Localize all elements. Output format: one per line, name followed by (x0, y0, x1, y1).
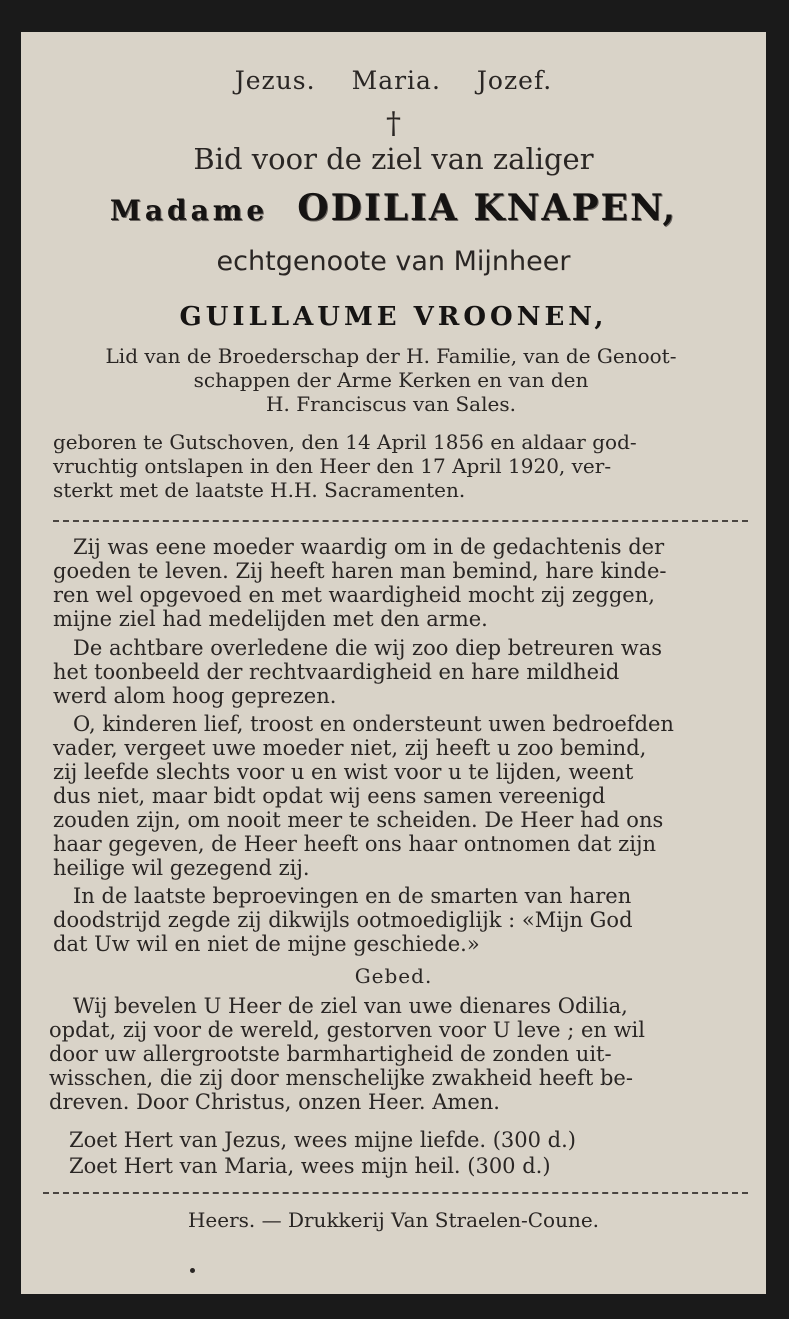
heading-word-maria: Maria. (351, 66, 441, 95)
body-line: In de laatste beproevingen en de smarten van haren (73, 884, 632, 908)
body-line: het toonbeeld der rechtvaardigheid en hare mildheid (53, 660, 620, 684)
membership-line: H. Franciscus van Sales. (266, 392, 516, 416)
deceased-fullname: ODILIA KNAPEN, (297, 187, 678, 229)
indulgence-line: Zoet Hert van Jezus, wees mijne liefde. (300 d.) (69, 1128, 576, 1152)
body-line: doodstrijd zegde zij dikwijls ootmoediglijk : «Mijn God (53, 908, 633, 932)
body-line: goeden te leven. Zij heeft haren man bemind, hare kinde- (53, 559, 667, 583)
relation-line: echtgenoote van Mijnheer (216, 246, 571, 277)
deceased-name (21, 187, 766, 229)
body-line: zouden zijn, om nooit meer te scheiden. De Heer had ons (53, 808, 664, 832)
membership-line: schappen der Arme Kerken en van den (193, 368, 589, 392)
divider (43, 1192, 748, 1194)
prayer-title: Gebed. (354, 964, 433, 988)
body-line: O, kinderen lief, troost en ondersteunt uwen bedroefden (73, 712, 674, 736)
prayer-line: door uw allergrootste barmhartigheid de zonden uit- (49, 1042, 612, 1066)
cross-icon: † (386, 106, 401, 141)
body-line: dat Uw wil en niet de mijne geschiede.» (53, 932, 480, 956)
body-line: mijne ziel had medelijden met den arme. (53, 607, 488, 631)
pinhole (190, 1268, 195, 1273)
membership-line: Lid van de Broederschap der H. Familie, van de Genoot- (105, 344, 677, 368)
life-dates-line: vruchtig ontslapen in den Heer den 17 April 1920, ver- (53, 454, 612, 478)
deceased-title: Madame (109, 194, 269, 227)
divider (53, 520, 748, 522)
prayer-intro: Bid voor de ziel van zaliger (193, 142, 594, 176)
heading-word-jezus: Jezus. (234, 66, 316, 95)
indulgence-line: Zoet Hert van Maria, wees mijn heil. (300 d.) (69, 1154, 551, 1178)
prayer-line: wisschen, die zij door menschelijke zwakheid heeft be- (49, 1066, 633, 1090)
body-line: zij leefde slechts voor u en wist voor u te lijden, weent (53, 760, 634, 784)
body-line: vader, vergeet uwe moeder niet, zij heeft u zoo bemind, (53, 736, 647, 760)
life-dates-line: geboren te Gutschoven, den 14 April 1856 en aldaar god- (53, 430, 637, 454)
body-line: haar gegeven, de Heer heeft ons haar ontnomen dat zijn (53, 832, 656, 856)
body-line: dus niet, maar bidt opdat wij eens samen vereenigd (53, 784, 606, 808)
body-line: werd alom hoog geprezen. (53, 684, 337, 708)
printer-imprint: Heers. — Drukkerij Van Straelen-Coune. (187, 1208, 600, 1232)
prayer-line: opdat, zij voor de wereld, gestorven voor U leve ; en wil (49, 1018, 645, 1042)
holy-family-heading (21, 66, 766, 95)
memorial-card (21, 32, 766, 1294)
body-line: ren wel opgevoed en met waardigheid mocht zij zeggen, (53, 583, 655, 607)
body-line: Zij was eene moeder waardig om in de gedachtenis der (73, 535, 665, 559)
prayer-line: dreven. Door Christus, onzen Heer. Amen. (49, 1090, 500, 1114)
body-line: De achtbare overledene die wij zoo diep betreuren was (73, 636, 663, 660)
body-line: heilige wil gezegend zij. (53, 856, 310, 880)
life-dates-line: sterkt met de laatste H.H. Sacramenten. (53, 478, 466, 502)
husband-name: GUILLAUME VROONEN, (179, 302, 608, 332)
heading-word-jozef: Jozef. (476, 66, 553, 95)
prayer-line: Wij bevelen U Heer de ziel van uwe dienares Odilia, (73, 994, 628, 1018)
